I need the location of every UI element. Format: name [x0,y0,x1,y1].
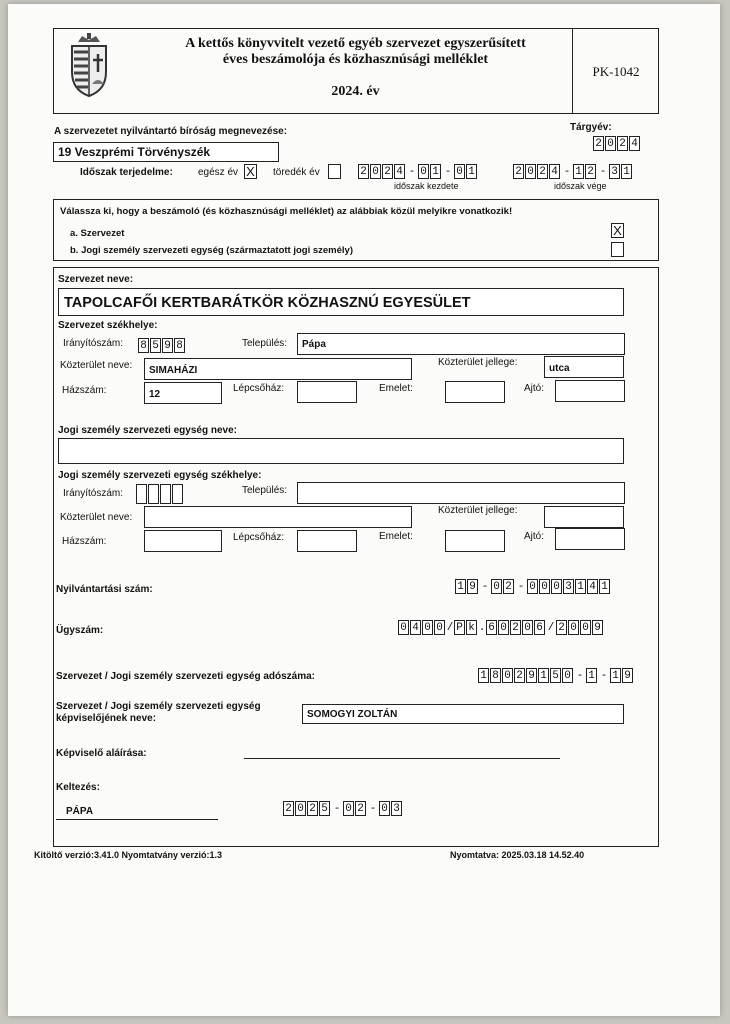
digit-cell [172,484,183,504]
floor-label: Emelet: [379,383,413,394]
digit-cell: 0 [295,801,306,816]
unit-street-type-label: Közterület jellege: [438,505,518,516]
digit-cell: 3 [609,164,620,179]
digit-cell: 0 [498,620,509,635]
registry-number-label: Nyilvántartási szám: [56,584,153,595]
separator: . [478,621,486,634]
digit-cell: 4 [587,579,598,594]
whole-year-checkbox[interactable]: X [244,164,257,179]
separator: - [517,580,525,593]
door-label: Ajtó: [524,383,545,394]
unit-door-label: Ajtó: [524,531,545,542]
digit-cell: 2 [513,164,524,179]
zip-cells[interactable] [138,338,186,353]
digit-cell: 9 [526,668,537,683]
dated-place: PÁPA [66,806,94,817]
coat-of-arms-icon [66,32,112,98]
separator: - [600,669,608,682]
zip-label: Irányítószám: [63,338,124,349]
digit-cell: 0 [370,164,381,179]
digit-cell: 1 [455,579,466,594]
digit-cell: 0 [580,620,591,635]
case-number-cells[interactable] [398,620,604,635]
digit-cell: 1 [599,579,610,594]
separator: - [408,165,416,178]
separator: - [369,802,377,815]
digit-cell: 2 [355,801,366,816]
separator: - [481,580,489,593]
digit-cell: 1 [573,164,584,179]
digit-cell: 0 [551,579,562,594]
digit-cell: 4 [629,136,640,151]
street-field[interactable]: SIMAHÁZI [144,358,412,380]
signature-line[interactable] [244,758,560,759]
unit-zip-cells[interactable] [136,484,184,504]
separator: - [599,165,607,178]
form-title-line1: A kettős könyvvitelt vezető egyéb szervezet egyszerűsített [185,36,526,51]
digit-cell: 9 [467,579,478,594]
org-name-label: Szervezet neve: [58,274,134,285]
digit-cell: 2 [514,668,525,683]
footer-version: Kitöltő verzió:3.41.0 Nyomtatvány verzió:1.3 [34,850,223,860]
option-a-label: a. Szervezet [70,228,125,239]
digit-cell: 4 [549,164,560,179]
unit-staircase-field[interactable] [297,530,357,552]
separator: - [576,669,584,682]
separator: / [547,621,555,634]
digit-cell: 8 [490,668,501,683]
digit-cell: 8 [174,338,185,353]
tax-number-label: Szervezet / Jogi személy szervezeti egység adószáma: [56,671,316,682]
unit-floor-field[interactable] [445,530,505,552]
footer-printed: Nyomtatva: 2025.03.18 14.52.40 [450,850,585,860]
unit-house-field[interactable] [144,530,222,552]
digit-cell: 2 [283,801,294,816]
digit-cell: 8 [138,338,149,353]
digit-cell: 0 [491,579,502,594]
representative-label-line1: Szervezet / Jogi személy szervezeti egység [56,701,261,712]
digit-cell: 6 [534,620,545,635]
digit-cell: 1 [538,668,549,683]
subject-year-cells[interactable] [593,136,641,151]
digit-cell: 1 [575,579,586,594]
digit-cell: 9 [162,338,173,353]
digit-cell: 0 [568,620,579,635]
option-b-label: b. Jogi személy szervezeti egység (származtatott jogi személy) [70,245,353,256]
digit-cell: 2 [358,164,369,179]
digit-cell: 1 [478,668,489,683]
digit-cell: 1 [430,164,441,179]
digit-cell: 0 [379,801,390,816]
digit-cell: 3 [563,579,574,594]
digit-cell: 0 [522,620,533,635]
digit-cell: 3 [391,801,402,816]
court-name-field[interactable]: 19 Veszprémi Törvényszék [53,142,279,162]
period-label: Időszak terjedelme: [80,167,173,178]
period-end-caption: időszak vége [554,181,607,191]
street-type-field[interactable]: utca [544,356,624,378]
street-label: Közterület neve: [60,360,133,371]
digit-cell: 2 [556,620,567,635]
option-b-checkbox[interactable] [611,242,624,257]
digit-cell: 5 [150,338,161,353]
digit-cell: 5 [550,668,561,683]
separator: - [563,165,571,178]
digit-cell: 0 [343,801,354,816]
unit-city-label: Település: [242,485,288,496]
street-type-label: Közterület jellege: [438,357,518,368]
city-label: Település: [242,338,288,349]
digit-cell: 4 [394,164,405,179]
form-page [8,4,720,1016]
form-code-divider [572,28,573,114]
unit-street-field[interactable] [144,506,412,528]
unit-door-field[interactable] [555,528,625,550]
digit-cell: 2 [537,164,548,179]
unit-city-field[interactable] [297,482,625,504]
digit-cell: 9 [622,668,633,683]
digit-cell: 0 [605,136,616,151]
city-field[interactable]: Pápa [297,333,625,355]
unit-floor-label: Emelet: [379,531,413,542]
digit-cell [136,484,147,504]
digit-cell: 0 [454,164,465,179]
subject-year-label: Tárgyév: [570,122,612,133]
digit-cell: 6 [486,620,497,635]
whole-year-label: egész év [198,167,239,178]
digit-cell [160,484,171,504]
unit-name-label: Jogi személy szervezeti egység neve: [58,425,237,436]
digit-cell: 2 [593,136,604,151]
registry-number-cells[interactable] [455,579,611,594]
digit-cell: 1 [621,164,632,179]
representative-name-field[interactable]: SOMOGYI ZOLTÁN [302,704,624,724]
representative-label-line2: képviselőjének neve: [56,713,157,724]
digit-cell: 1 [466,164,477,179]
case-number-label: Ügyszám: [56,625,104,636]
digit-cell: 1 [586,668,597,683]
option-a-checkbox[interactable]: X [611,223,624,238]
form-code: PK-1042 [592,64,640,79]
digit-cell [148,484,159,504]
house-number-label: Házszám: [62,385,107,396]
digit-cell: 0 [527,579,538,594]
digit-cell: 0 [398,620,409,635]
signature-label: Képviselő aláírása: [56,748,147,759]
dated-place-line [56,819,218,820]
digit-cell: 2 [510,620,521,635]
digit-cell: P [454,620,465,635]
digit-cell: 2 [617,136,628,151]
digit-cell: 5 [319,801,330,816]
unit-zip-label: Irányítószám: [63,488,124,499]
period-end-cells[interactable] [513,164,633,179]
house-number-field[interactable]: 12 [144,382,222,404]
period-start-caption: időszak kezdete [394,181,459,191]
unit-house-label: Házszám: [62,536,107,547]
digit-cell: 2 [503,579,514,594]
dated-label: Keltezés: [56,782,100,793]
digit-cell: 0 [418,164,429,179]
floor-field[interactable] [445,381,505,403]
digit-cell: 0 [502,668,513,683]
unit-street-label: Közterület neve: [60,512,133,523]
digit-cell: 0 [562,668,573,683]
door-field[interactable] [555,380,625,402]
digit-cell: 2 [585,164,596,179]
partial-year-label: töredék év [273,167,320,178]
court-label: A szervezetet nyilvántartó bíróság megnevezése: [54,126,288,137]
form-year-title: 2024. év [331,84,380,99]
digit-cell: 0 [422,620,433,635]
period-start-cells[interactable] [358,164,478,179]
unit-staircase-label: Lépcsőház: [233,532,285,543]
unit-seat-label: Jogi személy szervezeti egység székhelye: [58,470,262,481]
org-seat-label: Szervezet székhelye: [58,320,158,331]
digit-cell: 0 [525,164,536,179]
digit-cell: 9 [592,620,603,635]
tax-number-cells[interactable] [478,668,634,683]
org-name-field[interactable]: TAPOLCAFŐI KERTBARÁTKÖR KÖZHASZNÚ EGYESÜLET [58,288,624,316]
digit-cell: k [466,620,477,635]
staircase-label: Lépcsőház: [233,383,285,394]
partial-year-checkbox[interactable] [328,164,341,179]
dated-date-cells[interactable] [283,801,403,816]
digit-cell: 2 [382,164,393,179]
digit-cell: 0 [434,620,445,635]
digit-cell: 1 [610,668,621,683]
staircase-field[interactable] [297,381,357,403]
separator: - [444,165,452,178]
separator: - [333,802,341,815]
digit-cell: 4 [410,620,421,635]
digit-cell: 2 [307,801,318,816]
unit-name-field[interactable] [58,438,624,464]
unit-street-type-field[interactable] [544,506,624,528]
digit-cell: 0 [539,579,550,594]
report-type-question: Válassza ki, hogy a beszámoló (és közhasznúsági melléklet) az alábbiak közül melyikre vonatkozik! [60,206,513,217]
form-title-line2: éves beszámolója és közhasznúsági melléklet [222,52,489,67]
separator: / [446,621,454,634]
